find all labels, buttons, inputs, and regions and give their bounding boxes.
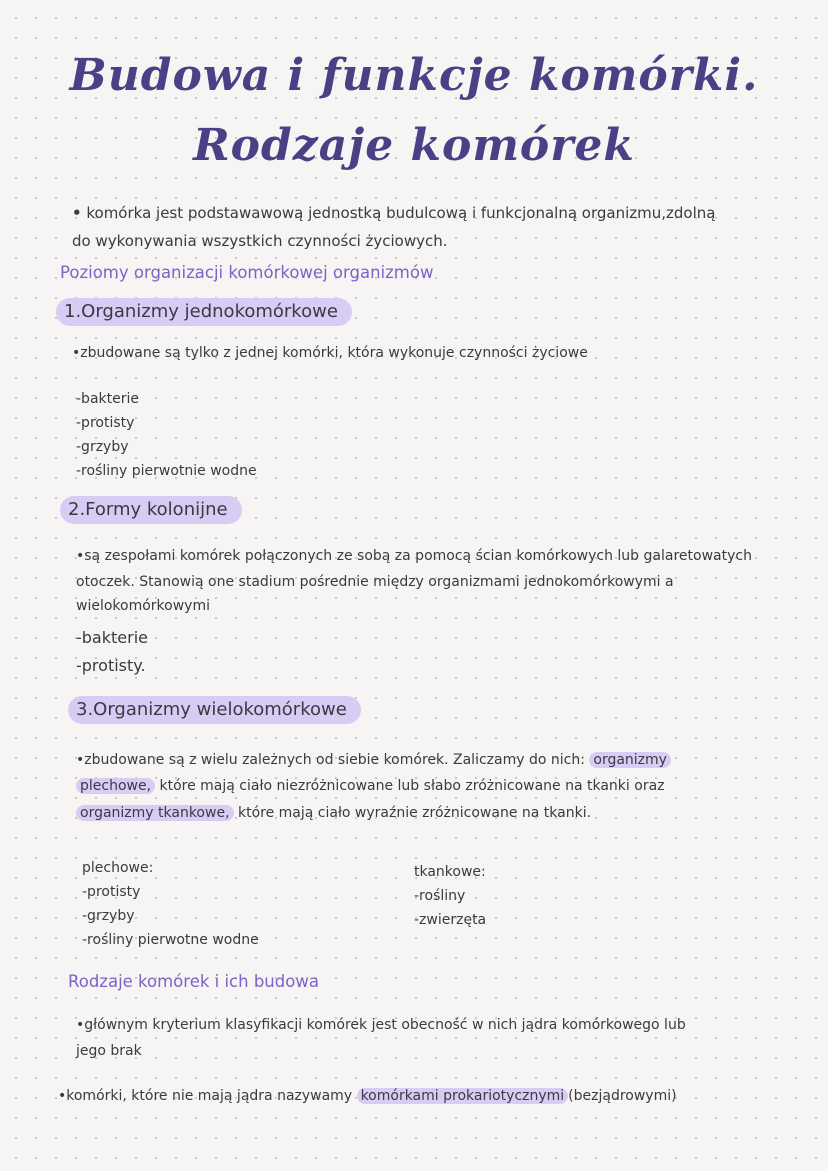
- list-item: -rośliny: [414, 888, 466, 904]
- column-plechowe-header: plechowe:: [82, 860, 154, 876]
- list-item: -rośliny pierwotnie wodne: [76, 463, 257, 479]
- cell-types-line1: •głównym kryterium klasyfikacji komórek jest obecność w nich jądra komórkowego lub: [76, 1017, 686, 1033]
- unicellular-description: •zbudowane są tylko z jednej komórki, która wykonuje czynności życiowe: [72, 345, 588, 361]
- highlight-organizmy-tkankowe: organizmy tkankowe,: [76, 805, 234, 821]
- list-item: -grzyby: [76, 439, 129, 455]
- colonial-line2: otoczek. Stanowią one stadium pośrednie między organizmami jednokomórkowymi a: [76, 574, 674, 590]
- multicellular-line2: plechowe, które mają ciało niezróżnicowane lub słabo zróżnicowane na tkanki oraz: [76, 776, 665, 796]
- colonial-line1: •są zespołami komórek połączonych ze sobą za pomocą ścian komórkowych lub galaretowatych: [76, 548, 752, 564]
- highlight-prokaryotic: komórkami prokariotycznymi: [357, 1088, 569, 1104]
- list-item: -bakterie: [76, 391, 139, 407]
- list-item: -grzyby: [82, 908, 135, 924]
- highlight-organizmy: organizmy: [589, 752, 671, 768]
- cell-types-line2: jego brak: [76, 1043, 142, 1059]
- list-item: -rośliny pierwotne wodne: [82, 932, 259, 948]
- section-heading-levels: Poziomy organizacji komórkowej organizmów: [60, 263, 434, 282]
- subheading-colonial: 2.Formy kolonijne: [60, 496, 242, 524]
- list-item: -bakterie: [76, 628, 148, 647]
- section-heading-cell-types: Rodzaje komórek i ich budowa: [68, 972, 319, 991]
- page-title-line2: Rodzaje komórek: [193, 120, 635, 171]
- subheading-unicellular: 1.Organizmy jednokomórkowe: [56, 298, 352, 326]
- page-title-line1: Budowa i funkcje komórki.: [69, 50, 759, 101]
- intro-line2: do wykonywania wszystkich czynności życiowych.: [72, 232, 448, 250]
- list-item: -protisty: [76, 415, 135, 431]
- bullet-icon: •: [72, 204, 82, 222]
- multicellular-line1: •zbudowane są z wielu zależnych od siebie komórek. Zaliczamy do nich: organizmy: [76, 750, 671, 770]
- multicellular-line3: organizmy tkankowe, które mają ciało wyraźnie zróżnicowane na tkanki.: [76, 803, 591, 823]
- list-item: -protisty: [82, 884, 141, 900]
- cell-types-prokaryotic: •komórki, które nie mają jądra nazywamy komórkami prokariotycznymi (bezjądrowymi): [58, 1088, 677, 1104]
- column-tkankowe-header: tkankowe:: [414, 864, 486, 880]
- list-item: -protisty.: [76, 656, 146, 675]
- colonial-line3: wielokomórkowymi: [76, 598, 210, 614]
- subheading-multicellular: 3.Organizmy wielokomórkowe: [68, 696, 361, 724]
- list-item: -zwierzęta: [414, 912, 487, 928]
- intro-line1: • komórka jest podstawawową jednostką budulcową i funkcjonalną organizmu,zdolną: [72, 204, 716, 222]
- highlight-plechowe: plechowe,: [76, 778, 155, 794]
